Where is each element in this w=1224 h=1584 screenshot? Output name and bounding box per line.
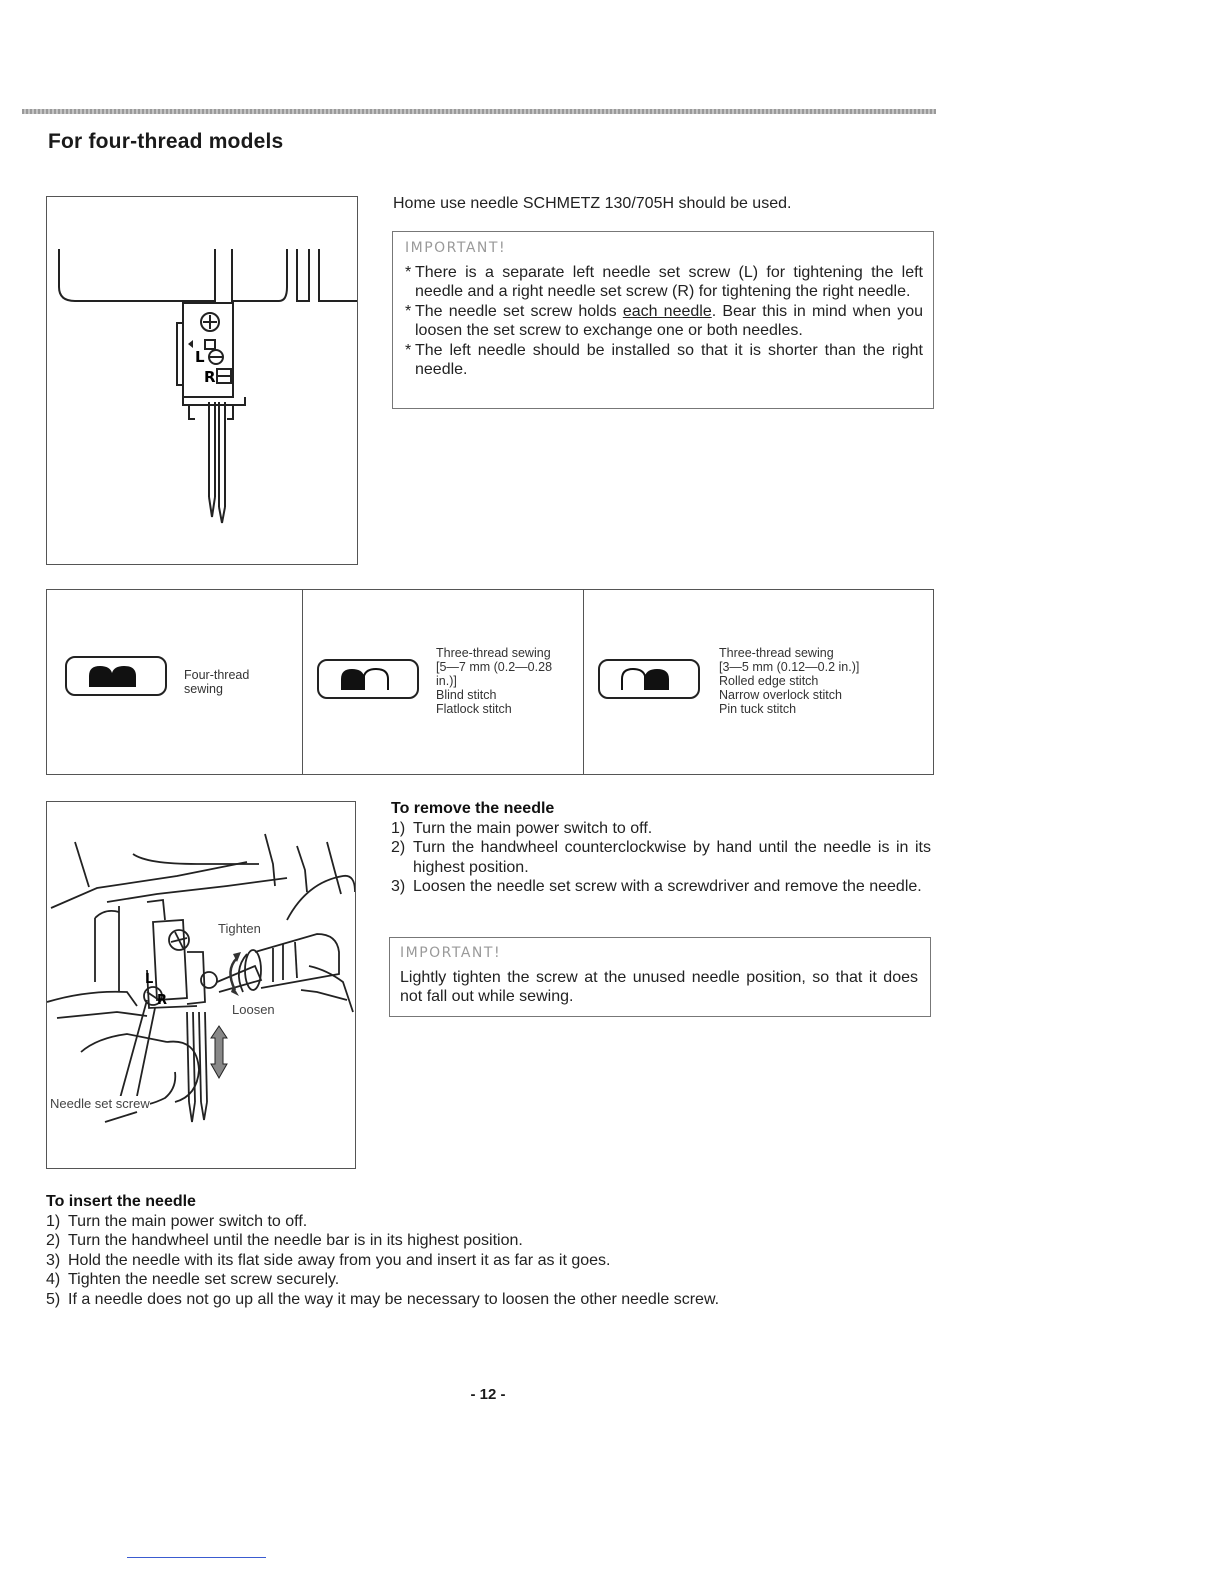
important-item: * The needle set screw holds each needle. Bear this in mind when you loosen the set screw to exchange one or both needles.: [405, 302, 924, 339]
insert-needle-section: [46, 1192, 926, 1309]
mode-label-three-thread-narrow: Three-thread sewing [3—5 mm (0.12—0.2 in.)] Rolled edge stitch Narrow overlock stitch Pin tuck stitch: [719, 646, 860, 716]
left-screw-label: L: [145, 972, 154, 987]
insert-step: 1) Turn the main power switch to off.: [46, 1212, 308, 1230]
left-screw-label: L: [195, 348, 205, 366]
needle-clamp-figure: [46, 196, 358, 565]
page-number: - 12 -: [470, 1386, 506, 1403]
loosen-label: Loosen: [232, 1002, 275, 1017]
needle-set-screw-label: Needle set screw: [50, 1096, 150, 1111]
important-item-text: The left needle should be installed so that it is shorter than the right needle.: [415, 341, 923, 378]
mode-cell-three-thread-narrow: [583, 590, 933, 774]
important-item-text: There is a separate left needle set screw (L) for tightening the left needle and a right needle set screw (R) for tightening the right needle.: [415, 263, 923, 300]
important-box-2: [389, 937, 931, 1017]
needle-clamp-illustration: [47, 197, 357, 564]
insert-needle-title: To insert the needle: [46, 1193, 196, 1210]
remove-needle-title: To remove the needle: [391, 800, 555, 817]
section-heading: For four-thread models: [48, 130, 284, 153]
important-text-2: Lightly tighten the screw at the unused needle position, so that it does not fall out while sewing.: [400, 968, 918, 1005]
four-thread-mode-icon: [65, 656, 167, 696]
screwdriver-figure: [46, 801, 356, 1169]
insert-step: 4) Tighten the needle set screw securely.: [46, 1271, 340, 1288]
right-screw-label: R: [204, 368, 216, 386]
tighten-label: Tighten: [218, 921, 261, 936]
remove-step: 1) Turn the main power switch to off.: [391, 819, 653, 837]
header-rule: [22, 109, 936, 114]
screwdriver-illustration: [47, 802, 355, 1168]
mode-label-three-thread-wide: Three-thread sewing [5—7 mm (0.2—0.28 in.)] Blind stitch Flatlock stitch: [436, 646, 553, 716]
remove-step: 3) Loosen the needle set screw with a screwdriver and remove the needle.: [391, 878, 922, 895]
insert-step: 2) Turn the handwheel until the needle bar is in its highest position.: [46, 1232, 523, 1249]
important-title-2: IMPORTANT!: [400, 945, 502, 961]
important-item: * There is a separate left needle set screw (L) for tightening the left needle and a right needle set screw (R) for tightening the right needle.: [405, 263, 923, 300]
important-box-1: [392, 231, 934, 409]
remove-needle-section: [391, 799, 931, 897]
remove-step: 2) Turn the handwheel counterclockwise by hand until the needle is in its highest position.: [391, 839, 931, 876]
thread-mode-table: [46, 589, 934, 775]
footer-rule: [127, 1557, 266, 1558]
insert-step: 3) Hold the needle with its flat side away from you and insert it as far as it goes.: [46, 1251, 611, 1269]
mode-cell-four-thread: [47, 590, 302, 774]
three-thread-narrow-mode-icon: [598, 659, 700, 699]
important-item-text: The needle set screw holds each needle. Bear this in mind when you loosen the set screw to exchange one or both needles.: [415, 302, 924, 339]
needle-type-note: Home use needle SCHMETZ 130/705H should be used.: [393, 195, 792, 212]
important-item: * The left needle should be installed so that it is shorter than the right needle.: [405, 341, 923, 378]
three-thread-wide-mode-icon: [317, 659, 419, 699]
important-title-1: IMPORTANT!: [405, 240, 507, 256]
mode-label-four-thread: Four-thread sewing: [184, 668, 250, 696]
insert-step: 5) If a needle does not go up all the way it may be necessary to loosen the other needle screw.: [46, 1290, 720, 1308]
mode-cell-three-thread-wide: [302, 590, 583, 774]
right-screw-label: R: [157, 993, 168, 1008]
